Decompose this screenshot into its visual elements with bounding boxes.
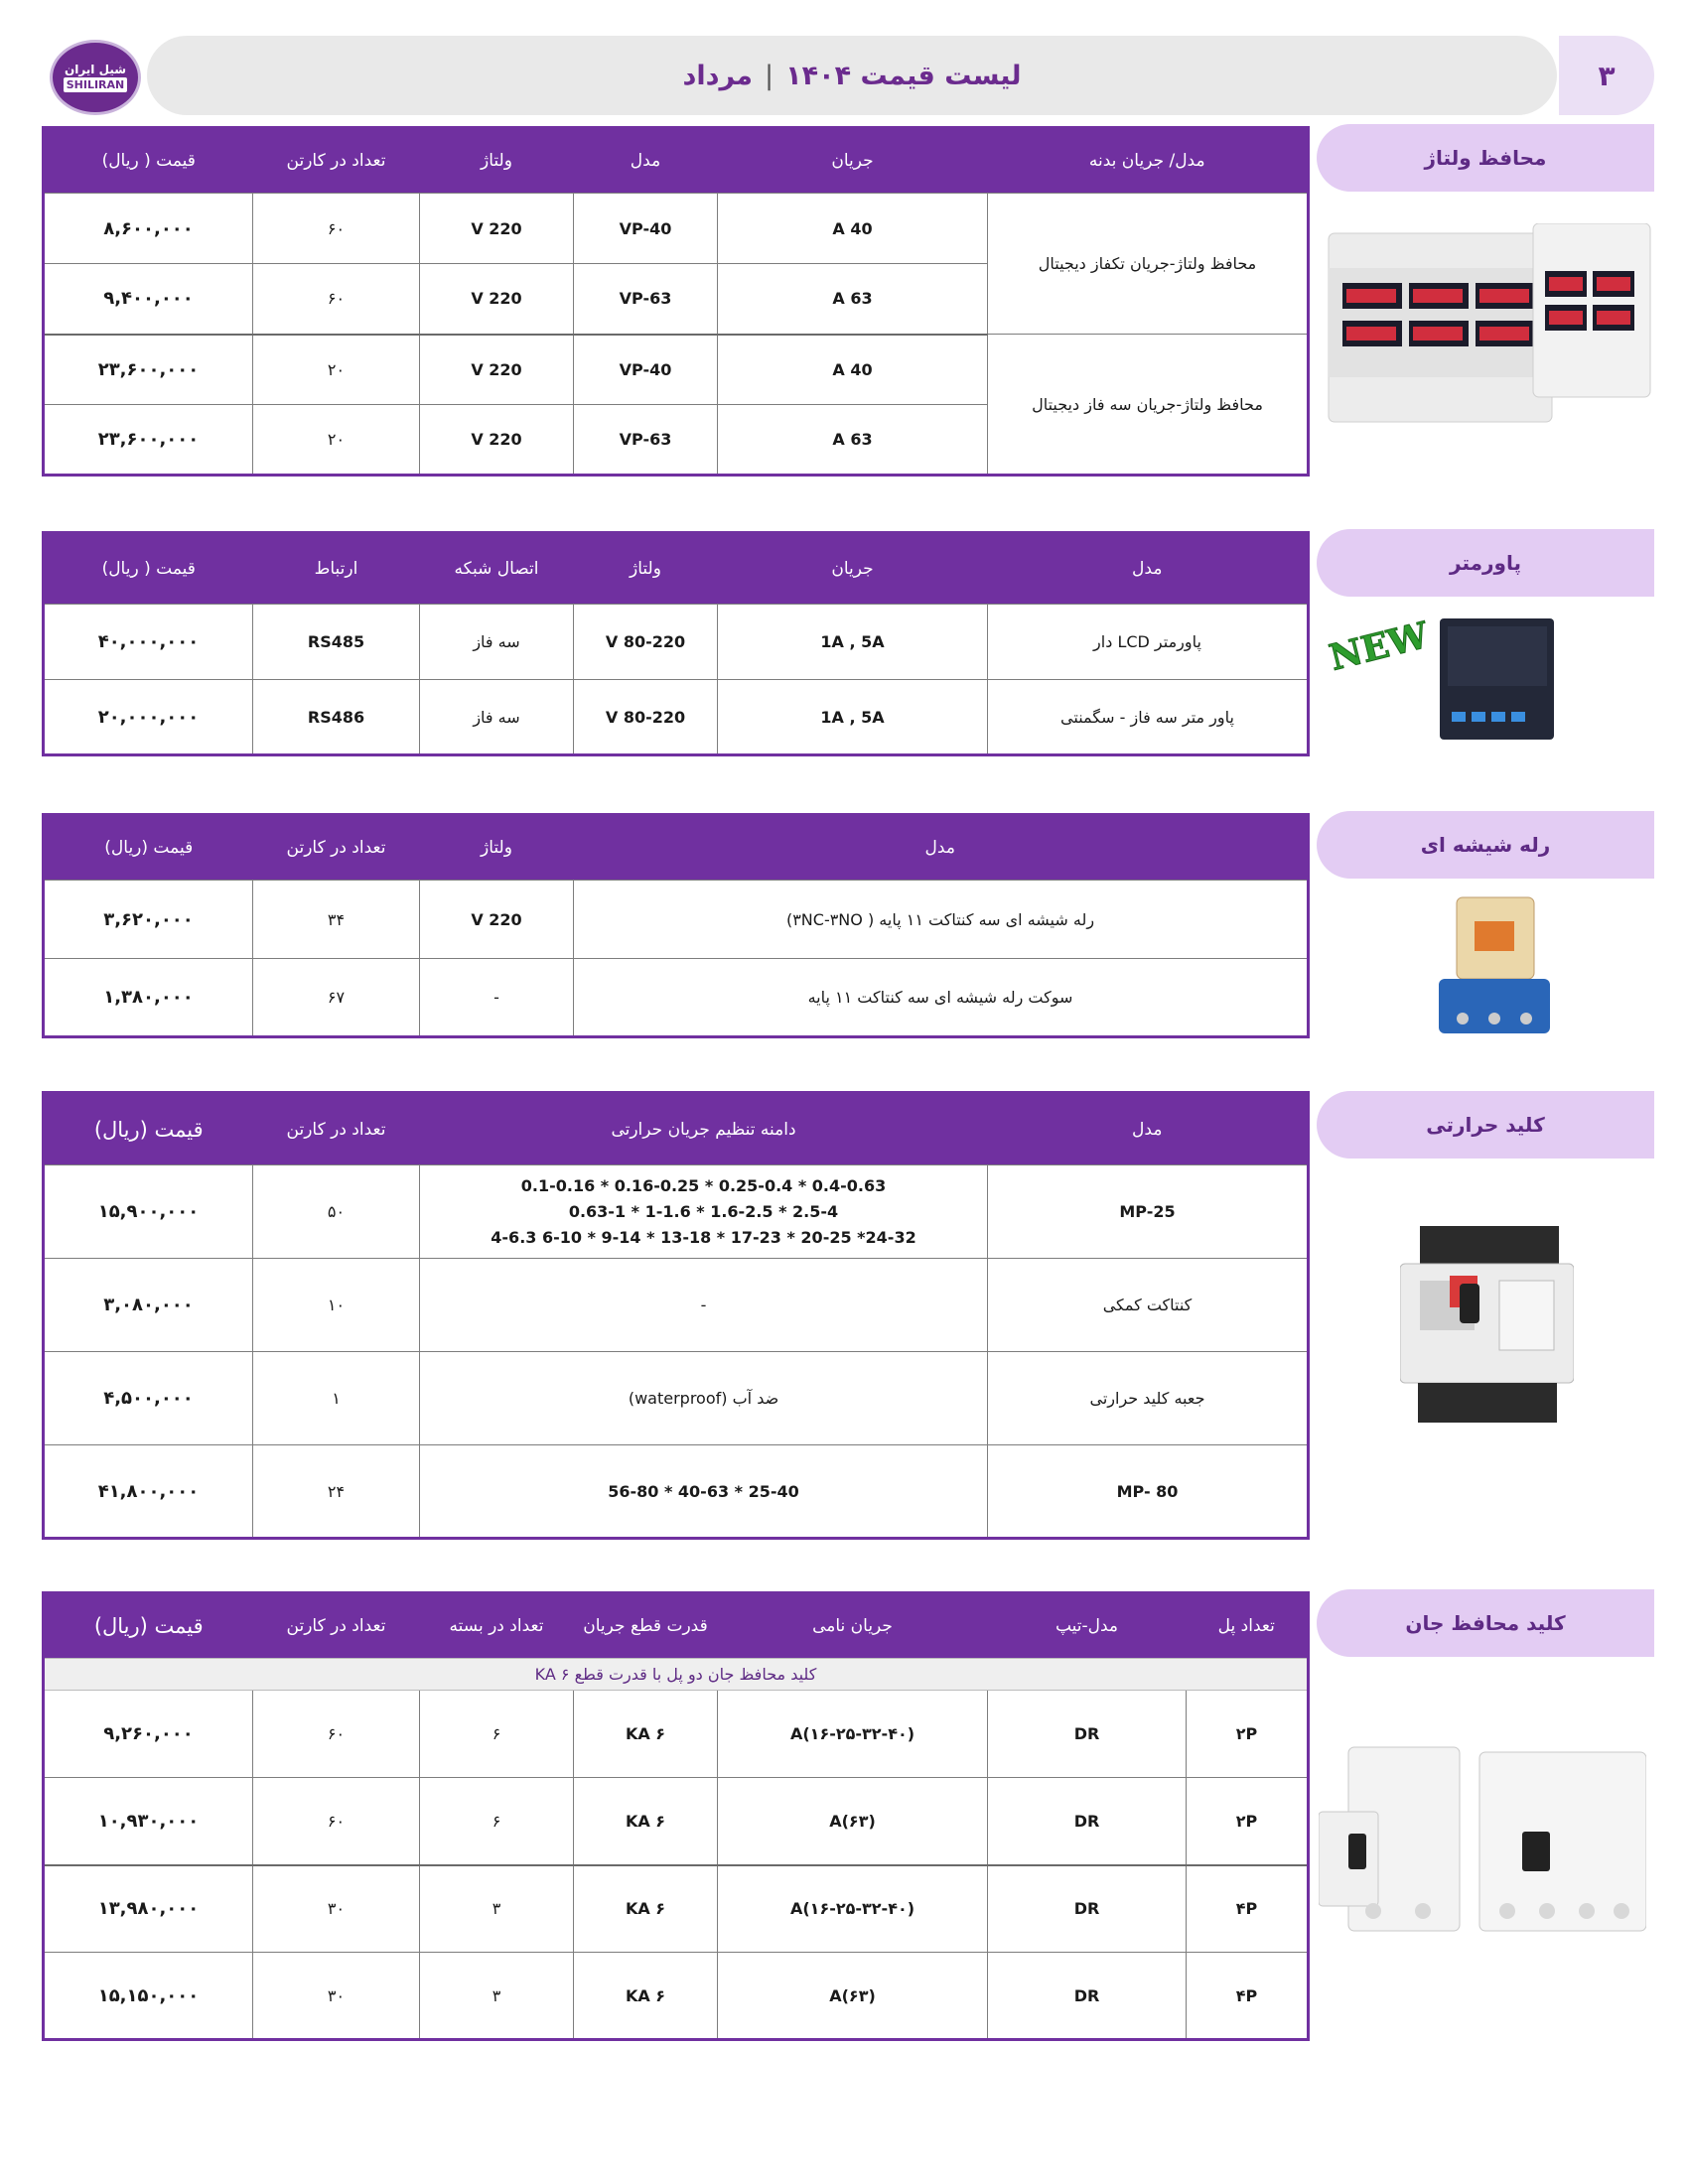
table-subheader-row: کلید محافظ جان دو پل با قدرت قطع ۶ KA [44, 1659, 1309, 1691]
table-row: رله شیشه ای سه کنتاکت ۱۱ پایه ( ۳NC-۳NO) 220 V ۳۴ ۳,۶۲۰,۰۰۰ [44, 881, 1309, 959]
relay-table [42, 813, 1310, 1038]
page-title [147, 36, 1557, 115]
section-tab-relay: رله شیشه ای [1317, 811, 1654, 879]
table-header-row: مدل/ جریان بدنه جریان مدل ولتاژ تعداد در کارتن قیمت ( ریال) [44, 128, 1309, 194]
section-tab-thermal: کلید حرارتی [1317, 1091, 1654, 1159]
table-row: محافظ ولتاژ-جریان تکفاز دیجیتال 40 A VP-40 220 V ۶۰ ۸,۶۰۰,۰۰۰ [44, 194, 1309, 264]
powermeter-table [42, 531, 1310, 756]
section-tab-rcd: کلید محافظ جان [1317, 1589, 1654, 1657]
table-row: ۲P DR (۶۳)A ۶ KA ۶ ۶۰ ۱۰,۹۳۰,۰۰۰ [44, 1778, 1309, 1865]
new-badge: NEW [1325, 614, 1433, 679]
group-name: محافظ ولتاژ-جریان تکفاز دیجیتال [988, 194, 1309, 335]
voltage-protector-image [1325, 223, 1652, 427]
table-row: ۴P DR (۶۳)A ۶ KA ۳ ۳۰ ۱۵,۱۵۰,۰۰۰ [44, 1953, 1309, 2040]
rcd-image [1319, 1742, 1646, 1936]
table-row: MP- 80 25-40 * 40-63 * 56-80 ۲۴ ۴۱,۸۰۰,۰۰۰ [44, 1445, 1309, 1539]
table-header-row: تعداد پل مدل-تیپ جریان نامی قدرت قطع جریان تعداد در بسته تعداد در کارتن قیمت (ریال) [44, 1593, 1309, 1659]
powermeter-image [1321, 601, 1589, 745]
table-row: 63 A VP-63 220 V ۲۰ ۲۳,۶۰۰,۰۰۰ [44, 405, 1309, 476]
thermal-switch-image [1400, 1226, 1574, 1425]
page-number: ۳ [1559, 36, 1654, 115]
rcd-table [42, 1591, 1310, 2041]
company-logo: شیل ایران SHILIRAN [50, 40, 141, 115]
table-row: سوکت رله شیشه ای سه کنتاکت ۱۱ پایه - ۶۷ ۱,۳۸۰,۰۰۰ [44, 959, 1309, 1037]
table-row: 63 A VP-63 220 V ۶۰ ۹,۴۰۰,۰۰۰ [44, 264, 1309, 335]
section-tab-powermeter: پاورمتر [1317, 529, 1654, 597]
table-row: کنتاکت کمکی - ۱۰ ۳,۰۸۰,۰۰۰ [44, 1259, 1309, 1352]
range-cell: 0.1-0.16 * 0.16-0.25 * 0.25-0.4 * 0.4-0.63 0.63-1 * 1-1.6 * 1.6-2.5 * 2.5-4 4-6.3 6-10 * 9-14 * 13-18 * 17-23 * 20-25 *24-32 [420, 1165, 988, 1259]
table-header-row: مدل جریان ولتاژ اتصال شبکه ارتباط قیمت ( ریال) [44, 533, 1309, 605]
table-row: جعبه کلید حرارتی ضد آب (waterproof) ۱ ۴,۵۰۰,۰۰۰ [44, 1352, 1309, 1445]
table-row: محافظ ولتاژ-جریان سه فاز دیجیتال 40 A VP-40 220 V ۲۰ ۲۳,۶۰۰,۰۰۰ [44, 335, 1309, 405]
thermal-table [42, 1091, 1310, 1540]
title-month: مرداد [682, 60, 754, 91]
relay-image [1435, 891, 1554, 1040]
title-text: لیست قیمت ۱۴۰۴ [785, 60, 1022, 91]
table-header-row: مدل ولتاژ تعداد در کارتن قیمت (ریال) [44, 815, 1309, 881]
group-name: محافظ ولتاژ-جریان سه فاز دیجیتال [988, 335, 1309, 476]
voltage-table [42, 126, 1310, 477]
title-separator: | [765, 60, 774, 91]
table-row: MP-25 0.1-0.16 * 0.16-0.25 * 0.25-0.4 * 0.4-0.63 0.63-1 * 1-1.6 * 1.6-2.5 * 2.5-4 4-6.3 6-10 * 9-14 * 13-18 * 17-23 * 20-25 *24-32 ۵۰ ۱۵,۹۰۰,۰۰۰ [44, 1165, 1309, 1259]
table-row: پاور متر سه فاز - سگمنتی 1A , 5A 80-220 V سه فاز RS486 ۲۰,۰۰۰,۰۰۰ [44, 680, 1309, 755]
table-row: ۴P DR (۱۶-۲۵-۳۲-۴۰)A ۶ KA ۳ ۳۰ ۱۳,۹۸۰,۰۰۰ [44, 1865, 1309, 1953]
table-row: ۲P DR (۱۶-۲۵-۳۲-۴۰)A ۶ KA ۶ ۶۰ ۹,۲۶۰,۰۰۰ [44, 1691, 1309, 1778]
section-tab-voltage: محافظ ولتاژ [1317, 124, 1654, 192]
table-row: پاورمتر LCD دار 1A , 5A 80-220 V سه فاز RS485 ۴۰,۰۰۰,۰۰۰ [44, 605, 1309, 680]
table-header-row: مدل دامنه تنظیم جریان حرارتی تعداد در کارتن قیمت (ریال) [44, 1093, 1309, 1165]
